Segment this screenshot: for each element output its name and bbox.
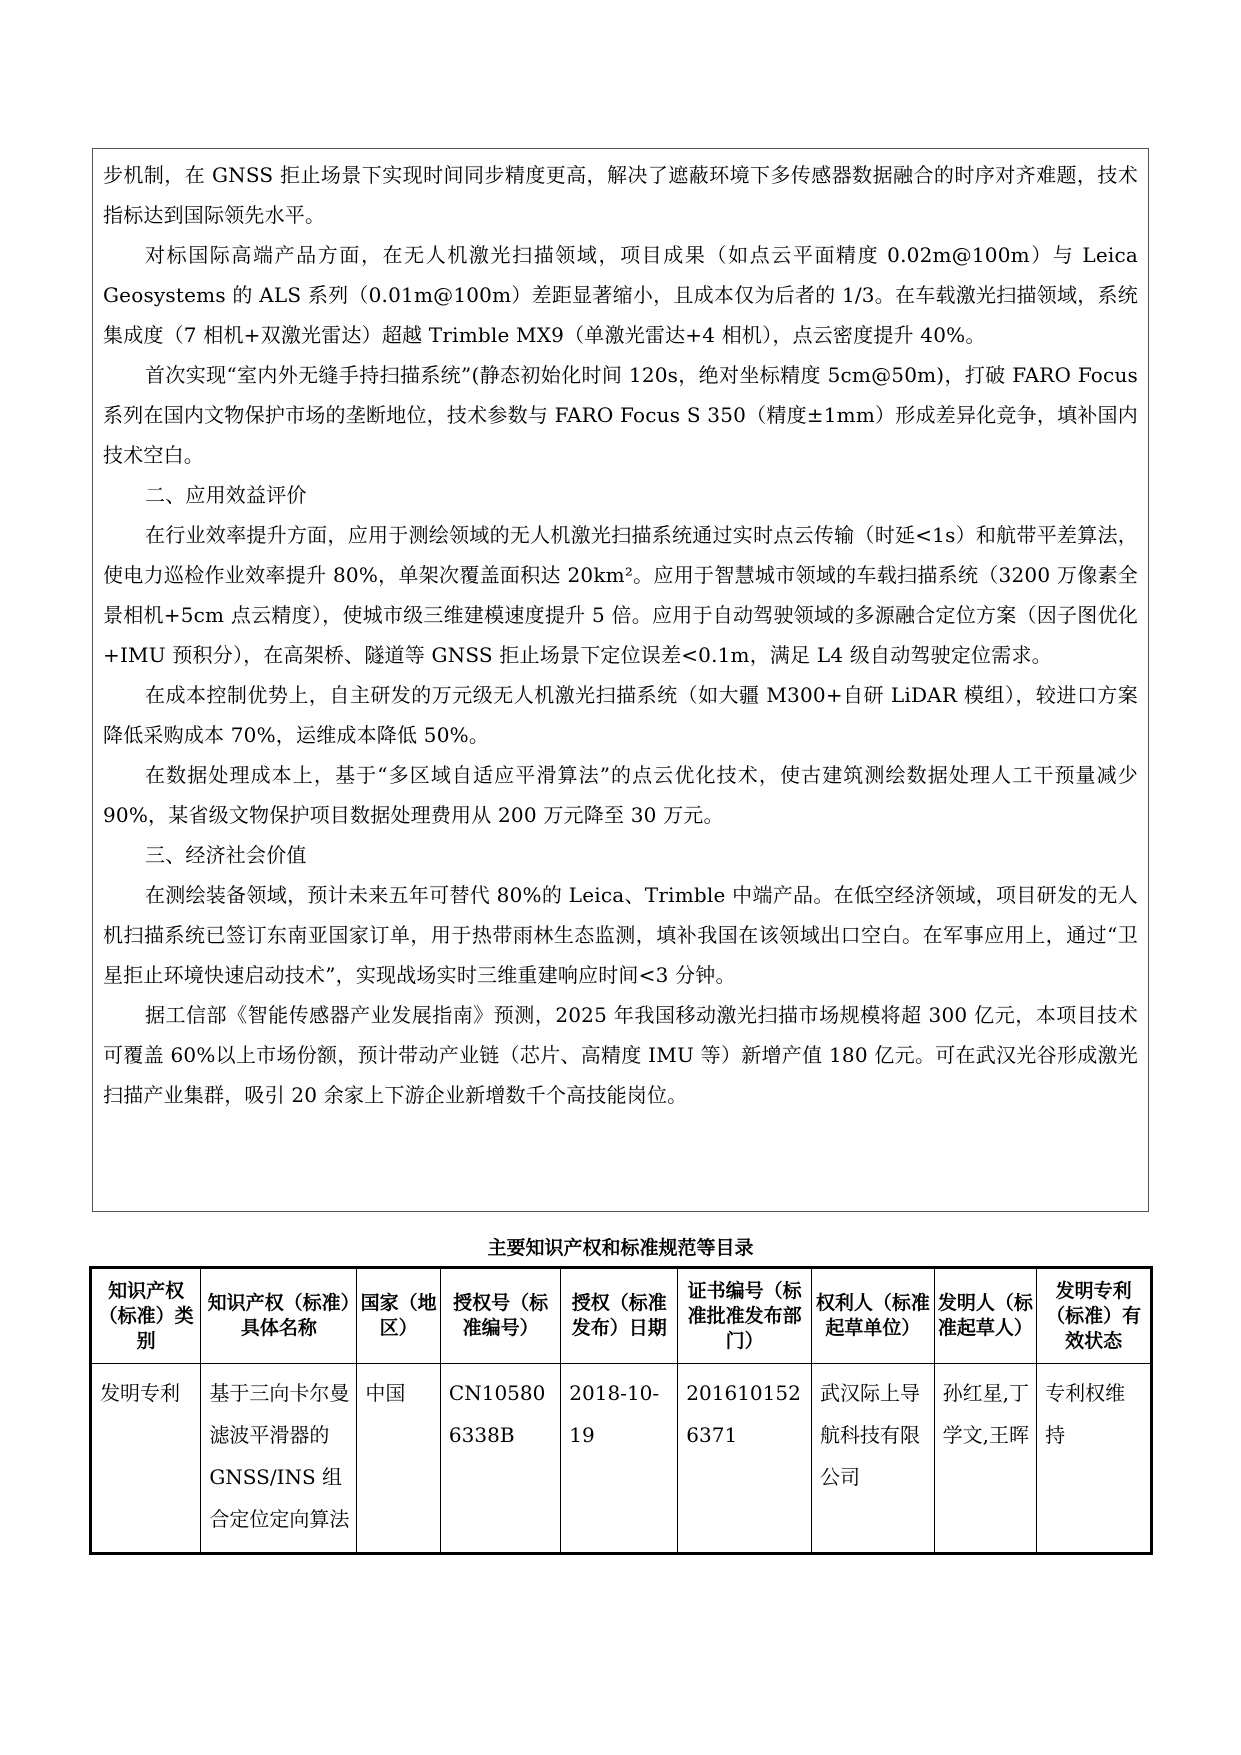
cell-inventor: 孙红星,丁学文,王晖 [934,1364,1037,1554]
table-header-row [91,1268,1152,1364]
paragraph: 据工信部《智能传感器产业发展指南》预测，2025 年我国移动激光扫描市场规模将超 300 亿元，本项目技术可覆盖 60%以上市场份额，预计带动产业链（芯片、高精度 IMU 等）新增产值 180 亿元。可在武汉光谷形成激光扫描产业集群，吸引 20 余家上下游企业新增数千个高技能岗位。 [103,1003,1138,1107]
header-cell-name: 知识产权（标准）具体名称 [201,1268,357,1364]
header-cell-owner: 权利人（标准起草单位） [812,1268,935,1364]
section-heading: 二、应用效益评价 [145,483,307,507]
paragraph: 在测绘装备领域，预计未来五年可替代 80%的 Leica、Trimble 中端产品。在低空经济领域，项目研发的无人机扫描系统已签订东南亚国家订单，用于热带雨林生态监测，填补我国在该领域出口空白。在军事应用上，通过“卫星拒止环境快速启动技术”，实现战场实时三维重建响应时间<3 分钟。 [103,883,1138,987]
paragraph: 步机制，在 GNSS 拒止场景下实现时间同步精度更高，解决了遮蔽环境下多传感器数据融合的时序对齐难题，技术指标达到国际领先水平。 [103,163,1138,227]
table-row [91,1364,1152,1554]
ip-table [89,1266,1153,1555]
header-cell-certificate-number: 证书编号（标准批准发布部门） [678,1268,812,1364]
cell-grant-date: 2018-10-19 [561,1364,678,1554]
section-heading: 三、经济社会价值 [145,843,307,867]
cell-country: 中国 [357,1364,441,1554]
cell-owner: 武汉际上导航科技有限公司 [812,1364,935,1554]
cell-name: 基于三向卡尔曼滤波平滑器的 GNSS/INS 组合定位定向算法 [201,1364,357,1554]
paragraph: 首次实现“室内外无缝手持扫描系统”(静态初始化时间 120s，绝对坐标精度 5cm@50m)，打破 FARO Focus 系列在国内文物保护市场的垄断地位，技术参数与 FARO Focus S 350（精度±1mm）形成差异化竞争，填补国内技术空白。 [103,363,1138,467]
header-cell-status: 发明专利（标准）有效状态 [1037,1268,1152,1364]
cell-status: 专利权维持 [1037,1364,1152,1554]
paragraph: 对标国际高端产品方面，在无人机激光扫描领域，项目成果（如点云平面精度 0.02m@100m）与 Leica Geosystems 的 ALS 系列（0.01m@100m）差距显著缩小，且成本仅为后者的 1/3。在车载激光扫描领域，系统集成度（7 相机+双激光雷达）超越 Trimble MX9（单激光雷达+4 相机），点云密度提升 40%。 [103,243,1138,347]
paragraph: 在成本控制优势上，自主研发的万元级无人机激光扫描系统（如大疆 M300+自研 LiDAR 模组），较进口方案降低采购成本 70%，运维成本降低 50%。 [103,683,1138,747]
cell-certificate-number: 2016101526371 [678,1364,812,1554]
header-cell-category: 知识产权（标准）类别 [91,1268,201,1364]
cell-grant-number: CN105806338B [440,1364,560,1554]
text-section-box [92,148,1149,1212]
header-cell-country: 国家（地区） [357,1268,441,1364]
header-cell-inventor: 发明人（标准起草人） [934,1268,1037,1364]
cell-category: 发明专利 [91,1364,201,1554]
paragraph: 在数据处理成本上，基于“多区域自适应平滑算法”的点云优化技术，使古建筑测绘数据处理人工干预量减少 90%，某省级文物保护项目数据处理费用从 200 万元降至 30 万元。 [103,763,1138,827]
header-cell-grant-number: 授权号（标准编号） [440,1268,560,1364]
table-title: 主要知识产权和标准规范等目录 [487,1237,754,1259]
paragraph: 在行业效率提升方面，应用于测绘领域的无人机激光扫描系统通过实时点云传输（时延<1s）和航带平差算法，使电力巡检作业效率提升 80%，单架次覆盖面积达 20km²。应用于智慧城市领域的车载扫描系统（3200 万像素全景相机+5cm 点云精度），使城市级三维建模速度提升 5 倍。应用于自动驾驶领域的多源融合定位方案（因子图优化+IMU 预积分），在高架桥、隧道等 GNSS 拒止场景下定位误差<0.1m，满足 L4 级自动驾驶定位需求。 [103,523,1138,667]
header-cell-grant-date: 授权（标准发布）日期 [561,1268,678,1364]
